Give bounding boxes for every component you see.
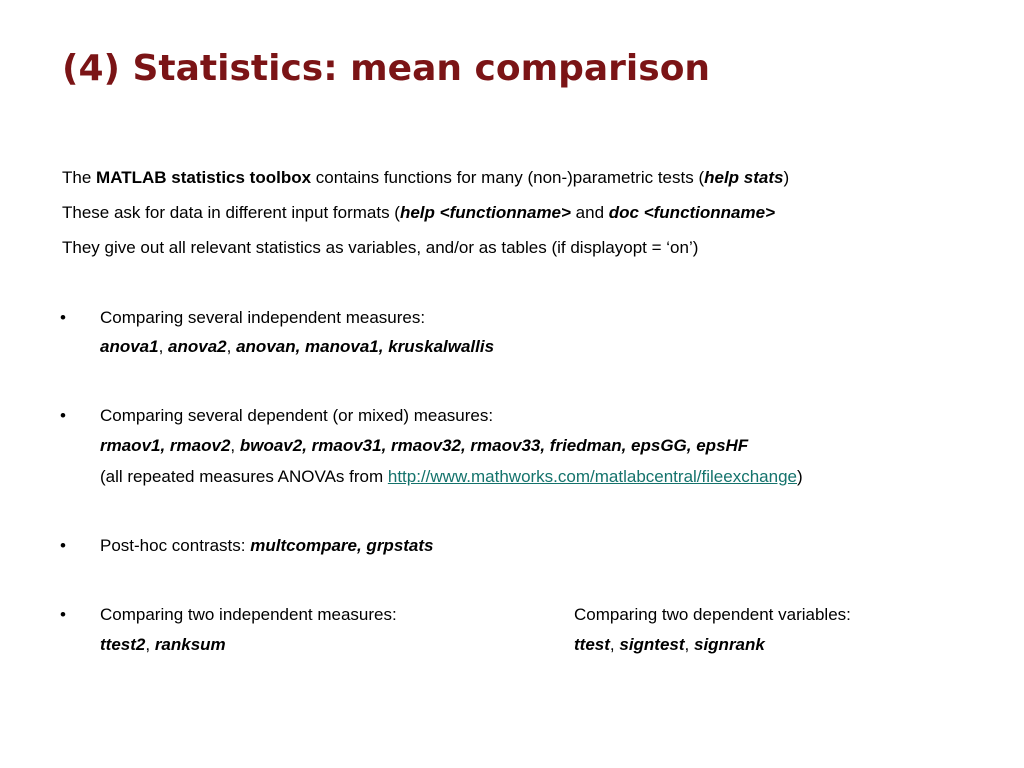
help-command: help stats — [704, 168, 784, 187]
bullet: • — [60, 536, 66, 555]
two-independent-functions — [100, 635, 226, 655]
function-name: multcompare, grpstats — [250, 536, 434, 555]
function-name: ttest — [574, 635, 610, 654]
function-name: anovan, manova1, kruskalwallis — [236, 337, 495, 356]
doc-command: doc <functionname> — [608, 203, 776, 222]
dependent-functions — [100, 436, 748, 456]
page-title: (4) Statistics: mean comparison — [62, 48, 711, 89]
function-name: anova1 — [100, 337, 159, 356]
separator: , — [158, 337, 169, 356]
intro-text: The — [62, 168, 97, 187]
help-command: help <functionname> — [399, 203, 571, 222]
intro-line-3: They give out all relevant statistics as variables, and/or as tables (if displayopt = ‘on’) — [62, 238, 699, 257]
two-dependent-functions — [574, 635, 765, 655]
posthoc-line — [100, 536, 434, 556]
function-name: anova2 — [168, 337, 227, 356]
intro-line-2 — [62, 203, 775, 223]
intro-text: contains functions for many (non-)parametric tests ( — [311, 168, 705, 187]
bullet: • — [60, 308, 66, 327]
intro-text: and — [570, 203, 609, 222]
intro-line-1 — [62, 168, 789, 188]
independent-functions — [100, 337, 494, 357]
fileexchange-link[interactable]: http://www.mathworks.com/matlabcentral/fileexchange — [387, 467, 797, 486]
intro-text: ) — [783, 168, 790, 187]
bullet: • — [60, 605, 66, 624]
separator: , — [145, 635, 155, 654]
function-name: signtest — [619, 635, 685, 654]
posthoc-label: Post-hoc contrasts: — [100, 536, 251, 555]
function-name: ttest2 — [100, 635, 146, 654]
two-independent-heading: Comparing two independent measures: — [100, 605, 397, 624]
two-dependent-heading: Comparing two dependent variables: — [574, 605, 851, 624]
dependent-heading: Comparing several dependent (or mixed) measures: — [100, 406, 494, 425]
separator: , — [609, 635, 620, 654]
separator: , — [226, 337, 237, 356]
function-name: rmaov1, rmaov2 — [100, 436, 231, 455]
independent-heading: Comparing several independent measures: — [100, 308, 426, 327]
note-text: (all repeated measures ANOVAs from — [100, 467, 388, 486]
function-name: ranksum — [154, 635, 226, 654]
separator: , — [230, 436, 240, 455]
separator: , — [684, 635, 694, 654]
function-name: bwoav2, rmaov31, rmaov32, rmaov33, friedman, epsGG, epsHF — [239, 436, 749, 455]
dependent-note — [100, 467, 803, 487]
function-name: signrank — [694, 635, 765, 654]
note-text: ) — [796, 467, 803, 486]
bullet: • — [60, 406, 66, 425]
intro-text: These ask for data in different input formats ( — [62, 203, 400, 222]
toolbox-name: MATLAB statistics toolbox — [96, 168, 312, 187]
